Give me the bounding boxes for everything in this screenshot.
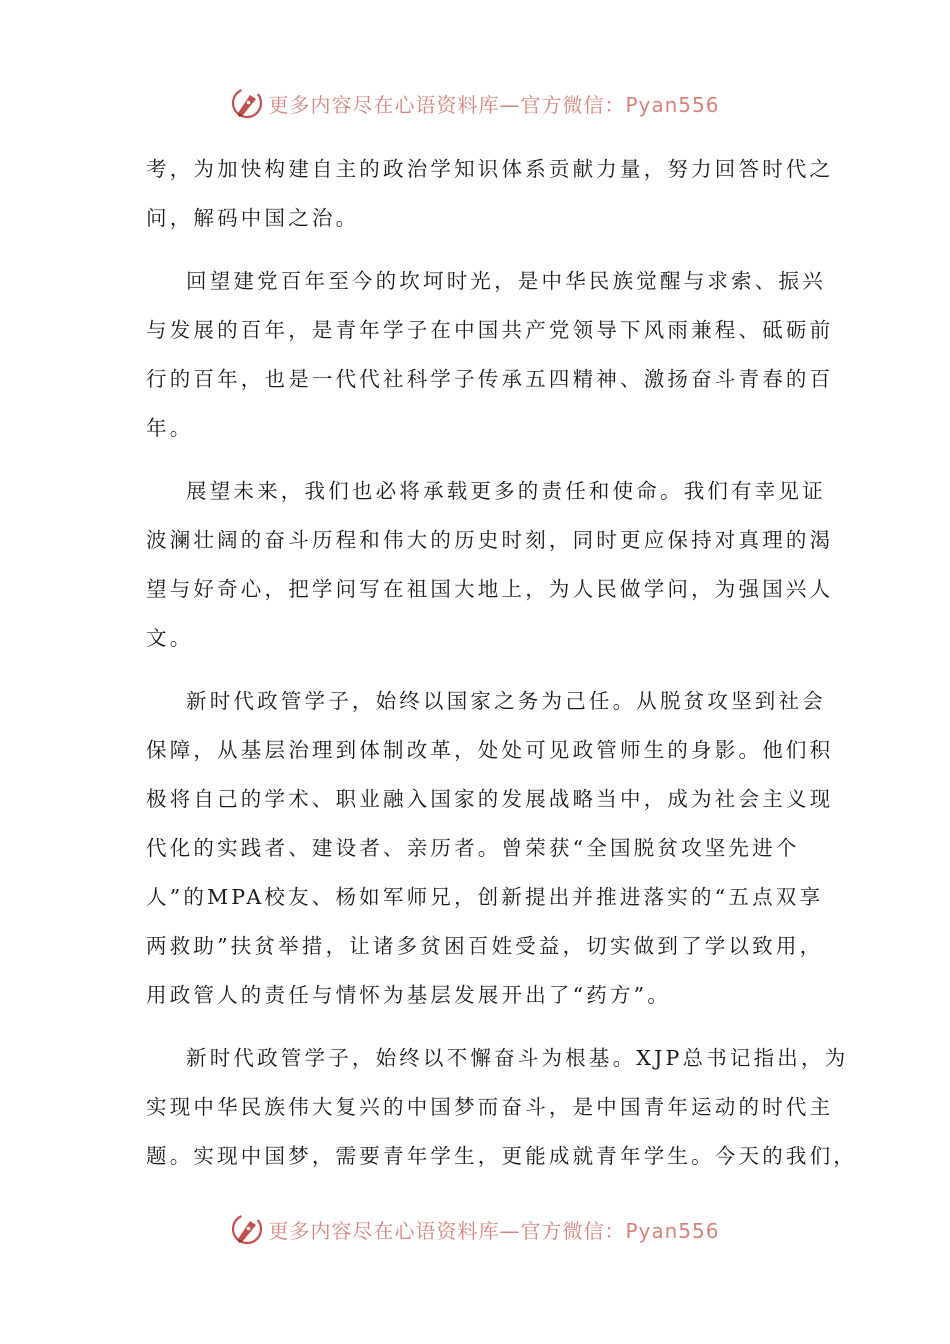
watermark-text: 更多内容尽在心语资料库—官方微信：Pyan556	[268, 92, 720, 117]
text-line: 与发展的百年，是青年学子在中国共产党领导下风雨兼程、砥砺前	[146, 318, 834, 342]
text-line: 用政管人的责任与情怀为基层发展开出了“药方”。	[146, 983, 672, 1007]
text-line: 年。	[146, 416, 194, 440]
text-line: 新时代政管学子，始终以国家之务为己任。从脱贫攻坚到社会	[186, 689, 826, 713]
text-line: 保障，从基层治理到体制改革，处处可见政管师生的身影。他们积	[146, 738, 834, 762]
watermark-text: 更多内容尽在心语资料库—官方微信：Pyan556	[268, 1218, 720, 1243]
text-line: 新时代政管学子，始终以不懈奋斗为根基。XJP总书记指出，为	[186, 1046, 849, 1070]
text-line: 两救助”扶贫举措，让诸多贫困百姓受益，切实做到了学以致用，	[146, 934, 824, 958]
paragraph	[146, 467, 834, 663]
paragraph-gap	[146, 1020, 826, 1034]
text-line: 文。	[146, 626, 194, 650]
paragraph-gap	[146, 453, 826, 467]
text-line: 实现中华民族伟大复兴的中国梦而奋斗，是中国青年运动的时代主	[146, 1095, 834, 1119]
paragraph-gap	[146, 243, 826, 257]
text-line: 问，解码中国之治。	[146, 206, 360, 230]
text-line: 代化的实践者、建设者、亲历者。曾荣获“全国脱贫攻坚先进个	[146, 836, 800, 860]
pen-nib-logo-icon	[230, 1212, 264, 1246]
pen-nib-logo-icon	[230, 86, 264, 120]
paragraph-gap	[146, 663, 826, 677]
footer-watermark	[0, 1209, 950, 1249]
paragraph	[146, 257, 834, 453]
text-line: 行的百年，也是一代代社科学子传承五四精神、激扬奋斗青春的百	[146, 367, 834, 391]
document-body	[146, 145, 857, 1181]
text-line: 考，为加快构建自主的政治学知识体系贡献力量，努力回答时代之	[146, 157, 834, 181]
paragraph	[146, 677, 834, 1020]
header-watermark	[0, 83, 950, 123]
text-line: 回望建党百年至今的坎坷时光，是中华民族觉醒与求索、振兴	[186, 269, 826, 293]
text-line: 波澜壮阔的奋斗历程和伟大的历史时刻，同时更应保持对真理的渴	[146, 528, 834, 552]
paragraph	[146, 145, 834, 243]
paragraph	[146, 1034, 857, 1181]
text-line: 展望未来，我们也必将承载更多的责任和使命。我们有幸见证	[186, 479, 826, 503]
text-line: 极将自己的学术、职业融入国家的发展战略当中，成为社会主义现	[146, 787, 834, 811]
text-line: 题。实现中国梦，需要青年学生，更能成就青年学生。今天的我们，	[146, 1144, 857, 1168]
text-line: 望与好奇心，把学问写在祖国大地上，为人民做学问，为强国兴人	[146, 577, 834, 601]
text-line: 人”的MPA校友、杨如军师兄，创新提出并推进落实的“五点双享	[146, 885, 824, 909]
